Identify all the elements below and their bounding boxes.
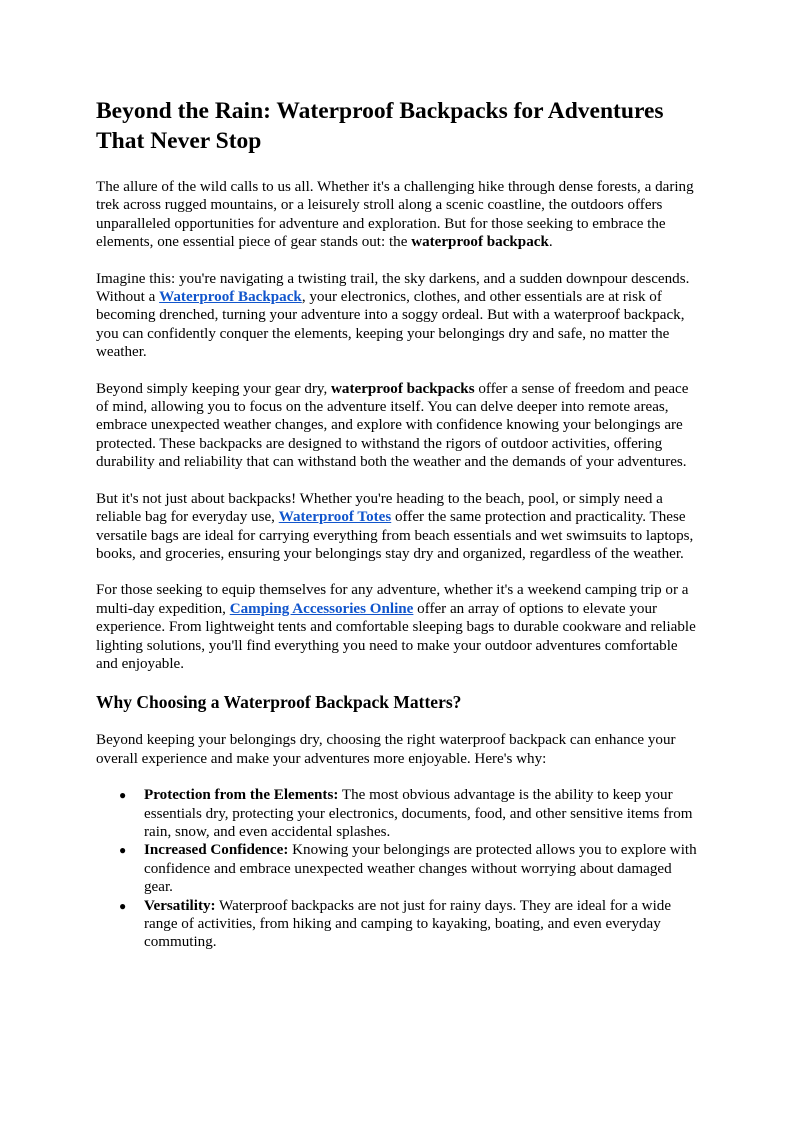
benefits-list	[96, 786, 702, 952]
camping-accessories-link[interactable]: Camping Accessories Online	[229, 600, 414, 617]
intro-end: .	[548, 234, 553, 251]
list-item-term: Versatility:	[144, 897, 216, 914]
why-paragraph: Beyond keeping your belongings dry, choosing the right waterproof backpack can enhance your overall experience and make your adventures more enjoyable. Here's why:	[96, 732, 676, 767]
totes-paragraph	[96, 490, 702, 564]
article-body	[96, 96, 702, 952]
waterproof-totes-link[interactable]: Waterproof Totes	[278, 509, 392, 526]
list-item	[119, 897, 702, 952]
bullet-icon: ●	[119, 898, 127, 913]
waterproof-backpack-link[interactable]: Waterproof Backpack	[159, 289, 302, 306]
section-heading: Why Choosing a Waterproof Backpack Matters?	[96, 692, 462, 713]
camping-paragraph	[96, 581, 702, 673]
beyond-text-after: offer a sense of freedom and peace of mind, allowing you to focus on the adventure itself. You can delve deeper into remote areas, embrace unexpected weather changes, and explore with confidence knowing your belongings are protected. These backpacks are designed to withstand the rigors of outdoor activities, offering durability and reliability that can withstand both the weather and the demands of your adventures.	[96, 380, 689, 471]
camping-text-after: offer an array of options to elevate your experience. From lightweight tents and comfortable sleeping bags to durable cookware and reliable lighting solutions, you'll find everything you need to make your outdoor adventures comfortable and enjoyable.	[96, 600, 696, 672]
beyond-text-before: Beyond simply keeping your gear dry,	[96, 380, 332, 397]
camping-text-before: For those seeking to equip themselves for any adventure, whether it's a weekend camping trip or a multi-day expedition,	[96, 582, 689, 617]
list-item-text: Knowing your belongings are protected allows you to explore with confidence and embrace unexpected weather changes without worrying about damaged gear.	[144, 842, 697, 896]
totes-text-after: offer the same protection and practicality. These versatile bags are ideal for carrying everything from beach essentials and wet swimsuits to laptops, books, and groceries, ensuring your belongings stay dry and organized, regardless of the weather.	[96, 509, 694, 562]
list-item	[119, 786, 702, 841]
list-item	[119, 841, 702, 896]
list-item-term: Increased Confidence:	[144, 842, 289, 859]
intro-paragraph	[96, 178, 702, 252]
imagine-paragraph	[96, 270, 702, 362]
bullet-icon: ●	[119, 843, 127, 858]
list-item-text: The most obvious advantage is the ability to keep your essentials dry, protecting your electronics, documents, food, and other sensitive items from rain, snow, and even accidental splashes.	[144, 787, 693, 840]
totes-text-before: But it's not just about backpacks! Whether you're heading to the beach, pool, or simply need a reliable bag for everyday use,	[96, 490, 663, 526]
beyond-bold-term: waterproof backpacks	[331, 380, 475, 397]
beyond-paragraph	[96, 380, 702, 472]
imagine-text-before: Imagine this: you're navigating a twisting trail, the sky darkens, and a sudden downpour descends. Without a	[96, 270, 690, 306]
intro-bold-term: waterproof backpack	[411, 234, 549, 251]
list-item-term: Protection from the Elements:	[144, 787, 339, 804]
intro-text: The allure of the wild calls to us all. Whether it's a challenging hike through dense forests, a daring trek across rugged mountains, or a leisurely stroll along a scenic coastline, the outdoors offers unparalleled opportunities for adventure and exploration. But for those seeking to embrace the elements, one essential piece of gear stands out: the	[96, 179, 694, 251]
bullet-icon: ●	[119, 788, 127, 803]
imagine-text-after: , your electronics, clothes, and other essentials are at risk of becoming drenched, turning your adventure into a soggy ordeal. But with a waterproof backpack, you can confidently conquer the elements, keeping your belongings dry and safe, no matter the weather.	[96, 289, 685, 361]
list-item-text: Waterproof backpacks are not just for rainy days. They are ideal for a wide range of activities, from hiking and camping to kayaking, boating, and even everyday commuting.	[144, 897, 672, 951]
article-title: Beyond the Rain: Waterproof Backpacks for Adventures That Never Stop	[96, 98, 664, 154]
